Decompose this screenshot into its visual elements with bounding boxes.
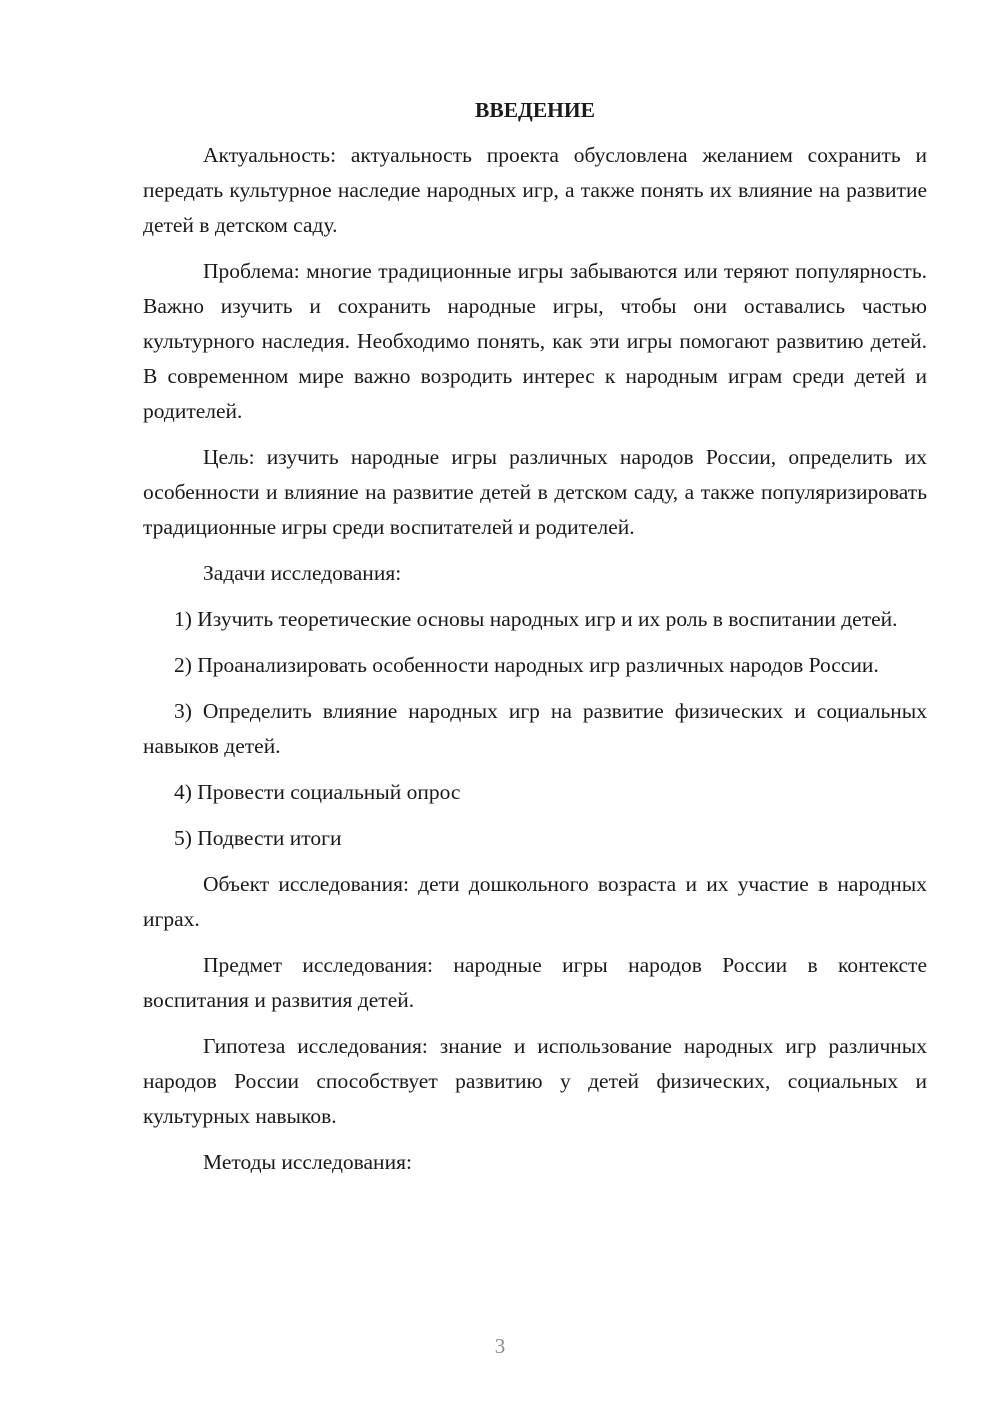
object-paragraph: Объект исследования: дети дошкольного возраста и их участие в народных играх. <box>143 872 927 931</box>
task-item: 2) Проанализировать особенности народных игр различных народов России. <box>174 653 879 677</box>
subject-paragraph: Предмет исследования: народные игры народов России в контексте воспитания и развития детей. <box>143 953 927 1012</box>
page-content <box>143 94 927 1191</box>
tasks-title: Задачи исследования: <box>203 561 402 585</box>
hypothesis-paragraph: Гипотеза исследования: знание и использование народных игр различных народов России способствует развитию у детей физических, социальных и культурных навыков. <box>143 1034 927 1128</box>
problem-paragraph: Проблема: многие традиционные игры забываются или теряют популярность. Важно изучить и сохранить народные игры, чтобы они оставались частью культурного наследия. Необходимо понять, как эти игры помогают развитию детей. В современном мире важно возродить интерес к народным играм среди детей и родителей. <box>143 259 927 423</box>
page-number: 3 <box>494 1334 506 1358</box>
task-item: 5) Подвести итоги <box>174 826 342 850</box>
task-item: 3) Определить влияние народных игр на развитие физических и социальных навыков детей. <box>143 699 927 758</box>
section-heading: ВВЕДЕНИЕ <box>475 98 595 122</box>
task-item: 1) Изучить теоретические основы народных игр и их роль в воспитании детей. <box>174 607 898 631</box>
goal-paragraph: Цель: изучить народные игры различных народов России, определить их особенности и влияние на развитие детей в детском саду, а также популяризировать традиционные игры среди воспитателей и родителей. <box>143 445 927 539</box>
relevance-paragraph: Актуальность: актуальность проекта обусловлена желанием сохранить и передать культурное наследие народных игр, а также понять их влияние на развитие детей в детском саду. <box>143 143 927 237</box>
task-item: 4) Провести социальный опрос <box>174 780 461 804</box>
methods-title: Методы исследования: <box>203 1150 412 1174</box>
